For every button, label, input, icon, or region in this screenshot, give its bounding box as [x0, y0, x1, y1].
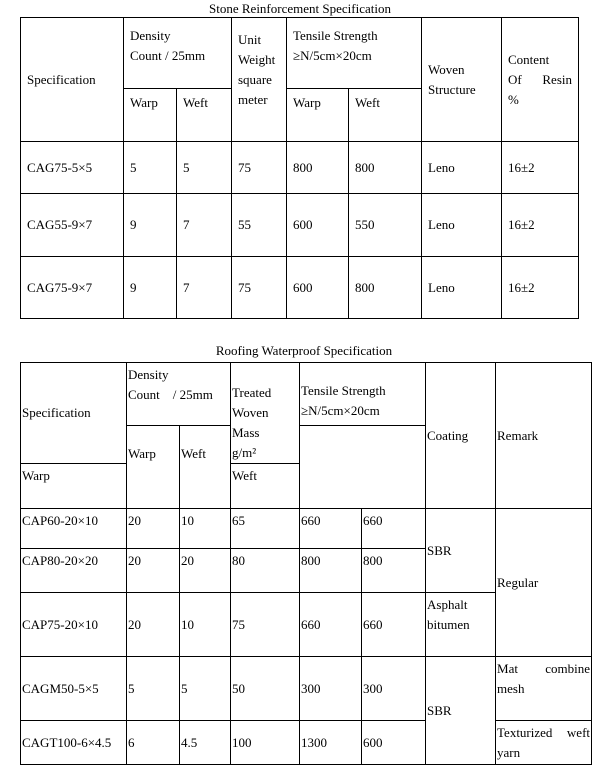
- cell-weft: 5: [180, 657, 231, 721]
- cell-spec: CAG75-5×5: [21, 142, 124, 194]
- cell-spec: CAP75-20×10: [21, 593, 127, 657]
- header-tensile-weft: Weft: [349, 89, 422, 142]
- header-tensile-weft: Weft: [231, 464, 300, 509]
- cell-remark-regular: Regular: [496, 509, 592, 657]
- cell-spec: CAGT100-6×4.5: [21, 721, 127, 765]
- cell-woven: Leno: [422, 142, 502, 194]
- header-density-weft: Weft: [177, 89, 232, 142]
- cell-weft: 4.5: [180, 721, 231, 765]
- cell-spec: CAP80-20×20: [21, 549, 127, 593]
- table-row: [21, 509, 592, 549]
- header-unit-weight: Unit Weight square meter: [232, 18, 287, 142]
- cell-spec: CAGM50-5×5: [21, 657, 127, 721]
- cell-tensile-warp: 660: [300, 509, 362, 549]
- cell-weight: 55: [232, 194, 287, 257]
- cell-warp: 9: [124, 194, 177, 257]
- cell-weight: 75: [232, 142, 287, 194]
- header-density: Density Count / 25mm: [127, 363, 231, 426]
- cell-tensile-weft: 800: [349, 257, 422, 319]
- header-coating: Coating: [426, 363, 496, 509]
- header-density-warp: Warp: [124, 89, 177, 142]
- table-row: [21, 657, 592, 721]
- header-specification: Specification: [21, 18, 124, 142]
- cell-weft: 10: [180, 509, 231, 549]
- table-row: [21, 721, 592, 765]
- roofing-waterproof-table: [20, 362, 592, 765]
- cell-mass: 100: [231, 721, 300, 765]
- cell-coating-sbr: SBR: [426, 657, 496, 765]
- cell-tensile-weft: 300: [362, 657, 426, 721]
- cell-mass: 65: [231, 509, 300, 549]
- cell-remark-mat: Mat combine mesh: [496, 657, 592, 721]
- cell-content: 16±2: [502, 194, 579, 257]
- roofing-table-title: Roofing Waterproof Specification: [215, 343, 393, 358]
- header-density: Density Count / 25mm: [124, 18, 232, 89]
- cell-tensile-warp: 600: [287, 194, 349, 257]
- cell-tensile-warp: 800: [300, 549, 362, 593]
- header-density-warp: Warp: [127, 426, 180, 509]
- header-tensile-strength: Tensile Strength ≥N/5cm×20cm: [300, 363, 426, 426]
- header-woven-structure: Woven Structure: [422, 18, 502, 142]
- cell-tensile-weft: 800: [362, 549, 426, 593]
- cell-weft: 20: [180, 549, 231, 593]
- cell-warp: 5: [124, 142, 177, 194]
- cell-tensile-warp: 300: [300, 657, 362, 721]
- cell-remark-texturized: Texturized weft yarn: [496, 721, 592, 765]
- table-row: [21, 194, 579, 257]
- cell-tensile-weft: 660: [362, 509, 426, 549]
- cell-weft: 7: [177, 194, 232, 257]
- cell-mass: 75: [231, 593, 300, 657]
- cell-spec: CAP60-20×10: [21, 509, 127, 549]
- cell-tensile-weft: 550: [349, 194, 422, 257]
- header-tensile-warp: Warp: [21, 464, 127, 509]
- cell-warp: 6: [127, 721, 180, 765]
- cell-weft: 7: [177, 257, 232, 319]
- cell-warp: 20: [127, 549, 180, 593]
- cell-content: 16±2: [502, 142, 579, 194]
- cell-tensile-weft: 600: [362, 721, 426, 765]
- cell-mass: 50: [231, 657, 300, 721]
- cell-weft: 5: [177, 142, 232, 194]
- cell-mass: 80: [231, 549, 300, 593]
- cell-spec: CAG75-9×7: [21, 257, 124, 319]
- cell-tensile-warp: 1300: [300, 721, 362, 765]
- header-treated-woven-mass: Treated Woven Mass g/m²: [231, 363, 300, 464]
- cell-tensile-warp: 800: [287, 142, 349, 194]
- cell-woven: Leno: [422, 194, 502, 257]
- header-tensile-strength: Tensile Strength ≥N/5cm×20cm: [287, 18, 422, 89]
- header-tensile-warp: Warp: [287, 89, 349, 142]
- cell-warp: 9: [124, 257, 177, 319]
- cell-warp: 5: [127, 657, 180, 721]
- cell-coating-sbr: SBR: [426, 509, 496, 593]
- cell-tensile-warp: 600: [287, 257, 349, 319]
- table-row: [21, 142, 579, 194]
- cell-tensile-warp: 660: [300, 593, 362, 657]
- cell-content: 16±2: [502, 257, 579, 319]
- cell-coating-asphalt: Asphalt bitumen: [426, 593, 496, 657]
- cell-tensile-weft: 660: [362, 593, 426, 657]
- cell-weight: 75: [232, 257, 287, 319]
- stone-table-title: Stone Reinforcement Specification: [209, 1, 391, 16]
- cell-spec: CAG55-9×7: [21, 194, 124, 257]
- cell-warp: 20: [127, 593, 180, 657]
- cell-tensile-weft: 800: [349, 142, 422, 194]
- cell-woven: Leno: [422, 257, 502, 319]
- table-row: [21, 257, 579, 319]
- header-remark: Remark: [496, 363, 592, 509]
- header-density-weft: Weft: [180, 426, 231, 509]
- header-content-of-resin: Content Of Resin %: [502, 18, 579, 142]
- stone-reinforcement-table: [20, 17, 579, 319]
- cell-warp: 20: [127, 509, 180, 549]
- header-specification: Specification: [21, 363, 127, 464]
- cell-weft: 10: [180, 593, 231, 657]
